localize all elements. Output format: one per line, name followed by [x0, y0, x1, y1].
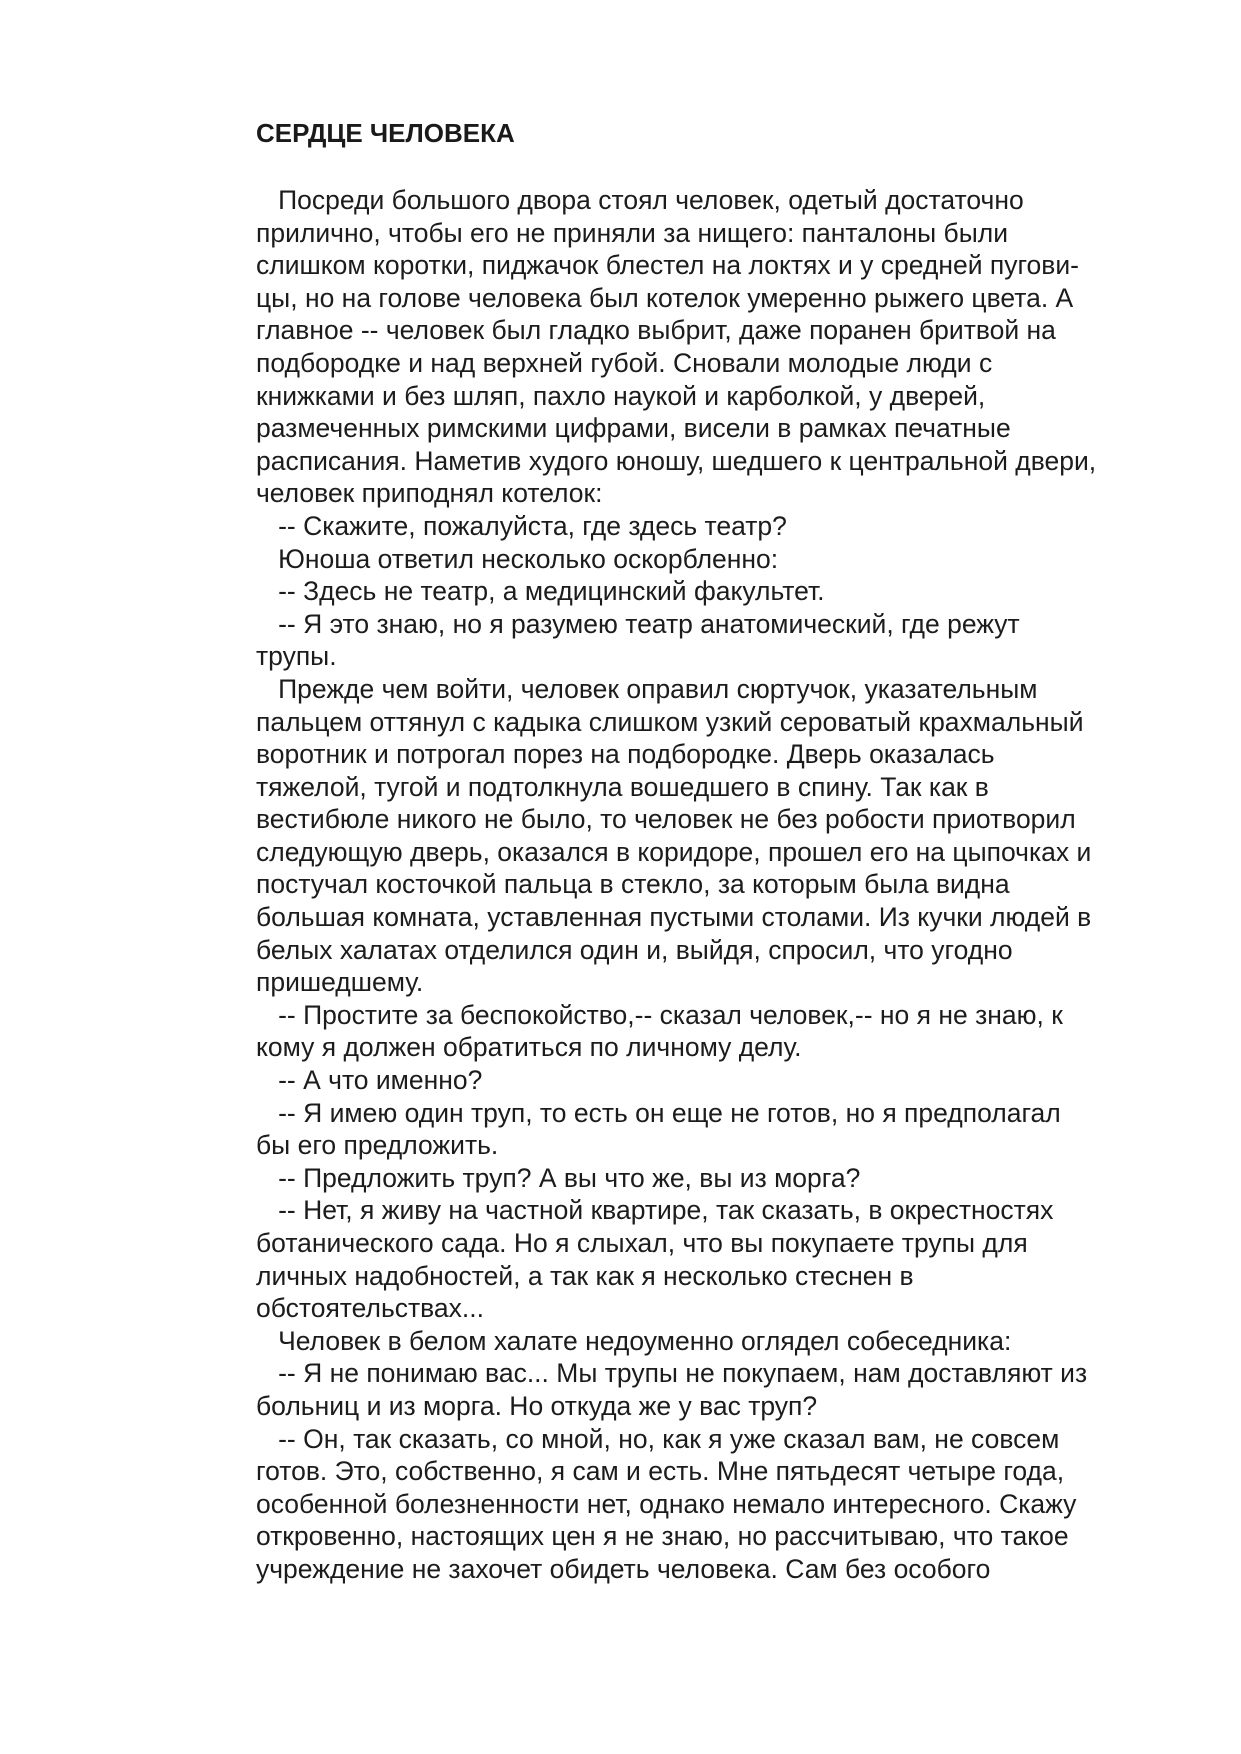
text-line: постучал косточкой пальца в стекло, за которым была видна	[256, 869, 1010, 900]
text-line: кому я должен обратиться по личному делу.	[256, 1032, 802, 1063]
text-line: расписания. Наметив худого юношу, шедшего к центральной двери,	[256, 445, 1097, 476]
text-line: цы, но на голове человека был котелок умеренно рыжего цвета. А	[256, 282, 1074, 313]
document-title: СЕРДЦЕ ЧЕЛОВЕКА	[256, 118, 515, 148]
text-line: -- Скажите, пожалуйста, где здесь театр?	[256, 510, 787, 541]
text-line: Человек в белом халате недоуменно оглядел собеседника:	[256, 1325, 1012, 1356]
text-line: откровенно, настоящих цен я не знаю, но рассчитываю, что такое	[256, 1521, 1069, 1552]
text-line: особенной болезненности нет, однако немало интересного. Скажу	[256, 1488, 1077, 1519]
text-line: Прежде чем войти, человек оправил сюртучок, указательным	[256, 673, 1038, 704]
text-line: -- Нет, я живу на частной квартире, так сказать, в окрестностях	[256, 1195, 1054, 1226]
text-line: книжками и без шляп, пахло наукой и карболкой, у дверей,	[256, 380, 986, 411]
text-line: пальцем оттянул с кадыка слишком узкий сероватый крахмальный	[256, 706, 1084, 737]
text-line: учреждение не захочет обидеть человека. Сам без особого	[256, 1553, 991, 1584]
document-body	[256, 184, 1176, 1586]
text-line: готов. Это, собственно, я сам и есть. Мне пятьдесят четыре года,	[256, 1456, 1065, 1487]
text-line: -- Я имею один труп, то есть он еще не готов, но я предполагал	[256, 1097, 1061, 1128]
text-line: подбородке и над верхней губой. Сновали молодые люди с	[256, 347, 993, 378]
text-line: следующую дверь, оказался в коридоре, прошел его на цыпочках и	[256, 836, 1092, 867]
text-line: размеченных римскими цифрами, висели в рамках печатные	[256, 413, 1011, 444]
text-line: обстоятельствах...	[256, 1293, 485, 1324]
text-line: трупы.	[256, 641, 337, 672]
text-line: Юноша ответил несколько оскорбленно:	[256, 543, 779, 574]
text-line: бы его предложить.	[256, 1130, 499, 1161]
text-line: -- Здесь не театр, а медицинский факультет.	[256, 576, 825, 607]
text-line: главное -- человек был гладко выбрит, даже поранен бритвой на	[256, 315, 1056, 346]
text-line: пришедшему.	[256, 967, 424, 998]
text-line: вестибюле никого не было, то человек не без робости приотворил	[256, 804, 1076, 835]
text-line: -- Он, так сказать, со мной, но, как я уже сказал вам, не совсем	[256, 1423, 1060, 1454]
text-line: -- Я это знаю, но я разумею театр анатомический, где режут	[256, 608, 1020, 639]
text-line: большая комната, уставленная пустыми столами. Из кучки людей в	[256, 902, 1092, 933]
text-line: ботанического сада. Но я слыхал, что вы покупаете трупы для	[256, 1228, 1028, 1258]
text-line: -- Простите за беспокойство,-- сказал человек,-- но я не знаю, к	[256, 999, 1063, 1030]
text-line: воротник и потрогал порез на подбородке. Дверь оказалась	[256, 739, 995, 770]
text-line: тяжелой, тугой и подтолкнула вошедшего в спину. Так как в	[256, 771, 989, 802]
text-line: Посреди большого двора стоял человек, одетый достаточно	[256, 185, 1024, 215]
text-line: белых халатах отделился один и, выйдя, спросил, что угодно	[256, 934, 1013, 965]
text-line: -- Предложить труп? А вы что же, вы из морга?	[256, 1162, 861, 1193]
text-line: больниц и из морга. Но откуда же у вас труп?	[256, 1390, 818, 1421]
text-line: -- Я не понимаю вас... Мы трупы не покупаем, нам доставляют из	[256, 1358, 1088, 1389]
text-line: слишком коротки, пиджачок блестел на локтях и у средней пугови-	[256, 250, 1080, 281]
text-line: личных надобностей, а так как я несколько стеснен в	[256, 1260, 914, 1291]
text-line: человек приподнял котелок:	[256, 478, 603, 509]
text-line: -- А что именно?	[256, 1065, 483, 1096]
text-line: прилично, чтобы его не приняли за нищего: панталоны были	[256, 217, 1009, 248]
